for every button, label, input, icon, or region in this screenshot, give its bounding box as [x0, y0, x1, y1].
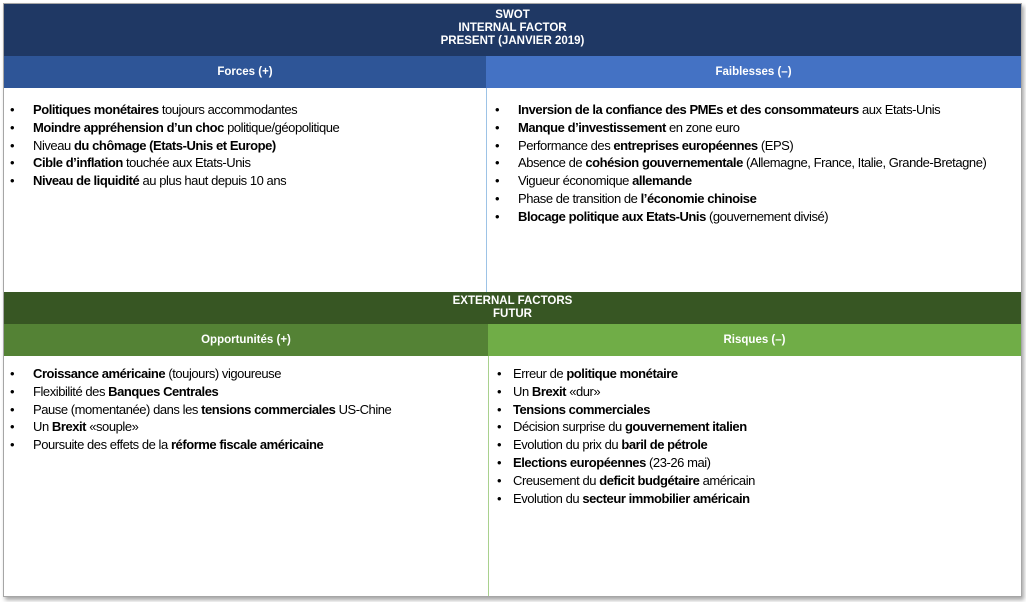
text: Absence de: [518, 155, 586, 171]
list-item: [10, 101, 339, 119]
swot-title: SWOT: [495, 9, 530, 21]
external-factors-band: [4, 292, 1021, 324]
text: Phase de transition de: [518, 190, 641, 206]
text: «dur»: [566, 383, 601, 399]
list-item: [495, 172, 986, 190]
text: (Allemagne, France, Italie, Grande-Bretagne): [742, 155, 987, 171]
text: au plus haut depuis 10 ans: [139, 173, 287, 189]
list-item: [10, 436, 391, 454]
internal-factor-band: [4, 4, 1021, 56]
text: US-Chine: [335, 401, 392, 417]
forces-header: Forces (+): [4, 56, 486, 88]
list-item: [495, 137, 986, 155]
opportunites-header: Opportunités (+): [4, 324, 488, 356]
list-item: [497, 472, 755, 490]
text: Décision surprise du: [513, 419, 625, 435]
bold-text: Niveau de liquidité: [33, 173, 140, 189]
list-item: [10, 418, 391, 436]
bold-text: Brexit: [531, 383, 567, 399]
text: Erreur de: [513, 366, 567, 381]
faiblesses-panel: [486, 88, 1021, 292]
bold-text: Brexit: [51, 419, 87, 435]
text: Niveau: [33, 137, 74, 153]
list-item: [10, 154, 339, 172]
bold-text: baril de pétrole: [621, 437, 708, 453]
bold-text: Blocage politique aux Etats-Unis: [518, 208, 706, 224]
list-item: [497, 365, 755, 383]
bold-text: réforme fiscale américaine: [170, 437, 324, 453]
list-item: [497, 436, 755, 454]
bold-text: entreprises européennes: [613, 137, 758, 153]
text: (gouvernement divisé): [705, 208, 829, 224]
text: Pause (momentanée) dans les: [33, 401, 202, 417]
text: Un: [33, 419, 52, 435]
bold-text: Manque d’investissement: [518, 119, 666, 135]
internal-factor-title: INTERNAL FACTOR: [458, 22, 567, 34]
bold-text: Moindre appréhension d’un choc: [33, 119, 224, 135]
list-item: [495, 154, 986, 172]
list-item: [497, 418, 755, 436]
list-item: [497, 401, 755, 419]
text: touchée aux Etats-Unis: [122, 155, 251, 171]
external-factors-title: EXTERNAL FACTORS: [452, 295, 573, 307]
text: toujours accommodantes: [158, 102, 298, 117]
text: «souple»: [86, 419, 139, 435]
text: Creusement du: [513, 472, 600, 488]
list-item: [497, 383, 755, 401]
bold-text: Croissance américaine: [33, 366, 166, 381]
text: politique/géopolitique: [223, 119, 340, 135]
risques-panel: [488, 356, 1021, 596]
bold-text: cohésion gouvernementale: [585, 155, 743, 171]
swot-table: [3, 3, 1022, 597]
list-item: [497, 490, 755, 508]
bold-text: politique monétaire: [566, 366, 678, 381]
bold-text: deficit budgétaire: [599, 472, 700, 488]
text: (toujours) vigoureuse: [165, 366, 282, 381]
opportunites-list: [10, 365, 391, 454]
present-date-title: PRESENT (JANVIER 2019): [440, 35, 585, 47]
list-item: [10, 365, 391, 383]
text: en zone euro: [665, 119, 740, 135]
text: Evolution du prix du: [513, 437, 622, 453]
bold-text: Tensions commerciales: [513, 401, 650, 417]
list-item: [10, 383, 391, 401]
risques-header: Risques (–): [488, 324, 1021, 356]
list-item: [495, 190, 986, 208]
bold-text: Banques Centrales: [108, 383, 219, 399]
list-item: [497, 454, 755, 472]
faiblesses-list: [495, 101, 986, 226]
text: américain: [699, 472, 755, 488]
bold-text: secteur immobilier américain: [582, 490, 750, 506]
list-item: [10, 137, 339, 155]
list-item: [495, 208, 986, 226]
list-item: [495, 101, 986, 119]
text: Performance des: [518, 137, 614, 153]
futur-title: FUTUR: [493, 308, 532, 320]
forces-list: [10, 101, 339, 190]
list-item: [10, 401, 391, 419]
text: aux Etats-Unis: [858, 102, 941, 117]
opportunites-panel: [4, 356, 488, 596]
text: Evolution du: [513, 490, 583, 506]
list-item: [495, 119, 986, 137]
bold-text: du chômage (Etats-Unis et Europe): [73, 137, 276, 153]
forces-panel: [4, 88, 486, 292]
bold-text: Inversion de la confiance des PMEs et des consommateurs: [518, 102, 859, 117]
list-item: [10, 119, 339, 137]
bold-text: tensions commerciales: [201, 401, 336, 417]
bold-text: allemande: [632, 173, 692, 189]
bold-text: Cible d’inflation: [33, 155, 123, 171]
bold-text: Politiques monétaires: [33, 102, 159, 117]
faiblesses-header: Faiblesses (–): [486, 56, 1021, 88]
risques-list: [497, 365, 755, 507]
bold-text: Elections européennes: [513, 454, 646, 470]
text: (23-26 mai): [645, 454, 711, 470]
text: (EPS): [757, 137, 794, 153]
list-item: [10, 172, 339, 190]
text: Un: [513, 383, 532, 399]
text: Vigueur économique: [518, 173, 633, 189]
bold-text: l’économie chinoise: [640, 190, 757, 206]
text: Poursuite des effets de la: [33, 437, 171, 453]
text: Flexibilité des: [33, 383, 109, 399]
bold-text: gouvernement italien: [624, 419, 747, 435]
